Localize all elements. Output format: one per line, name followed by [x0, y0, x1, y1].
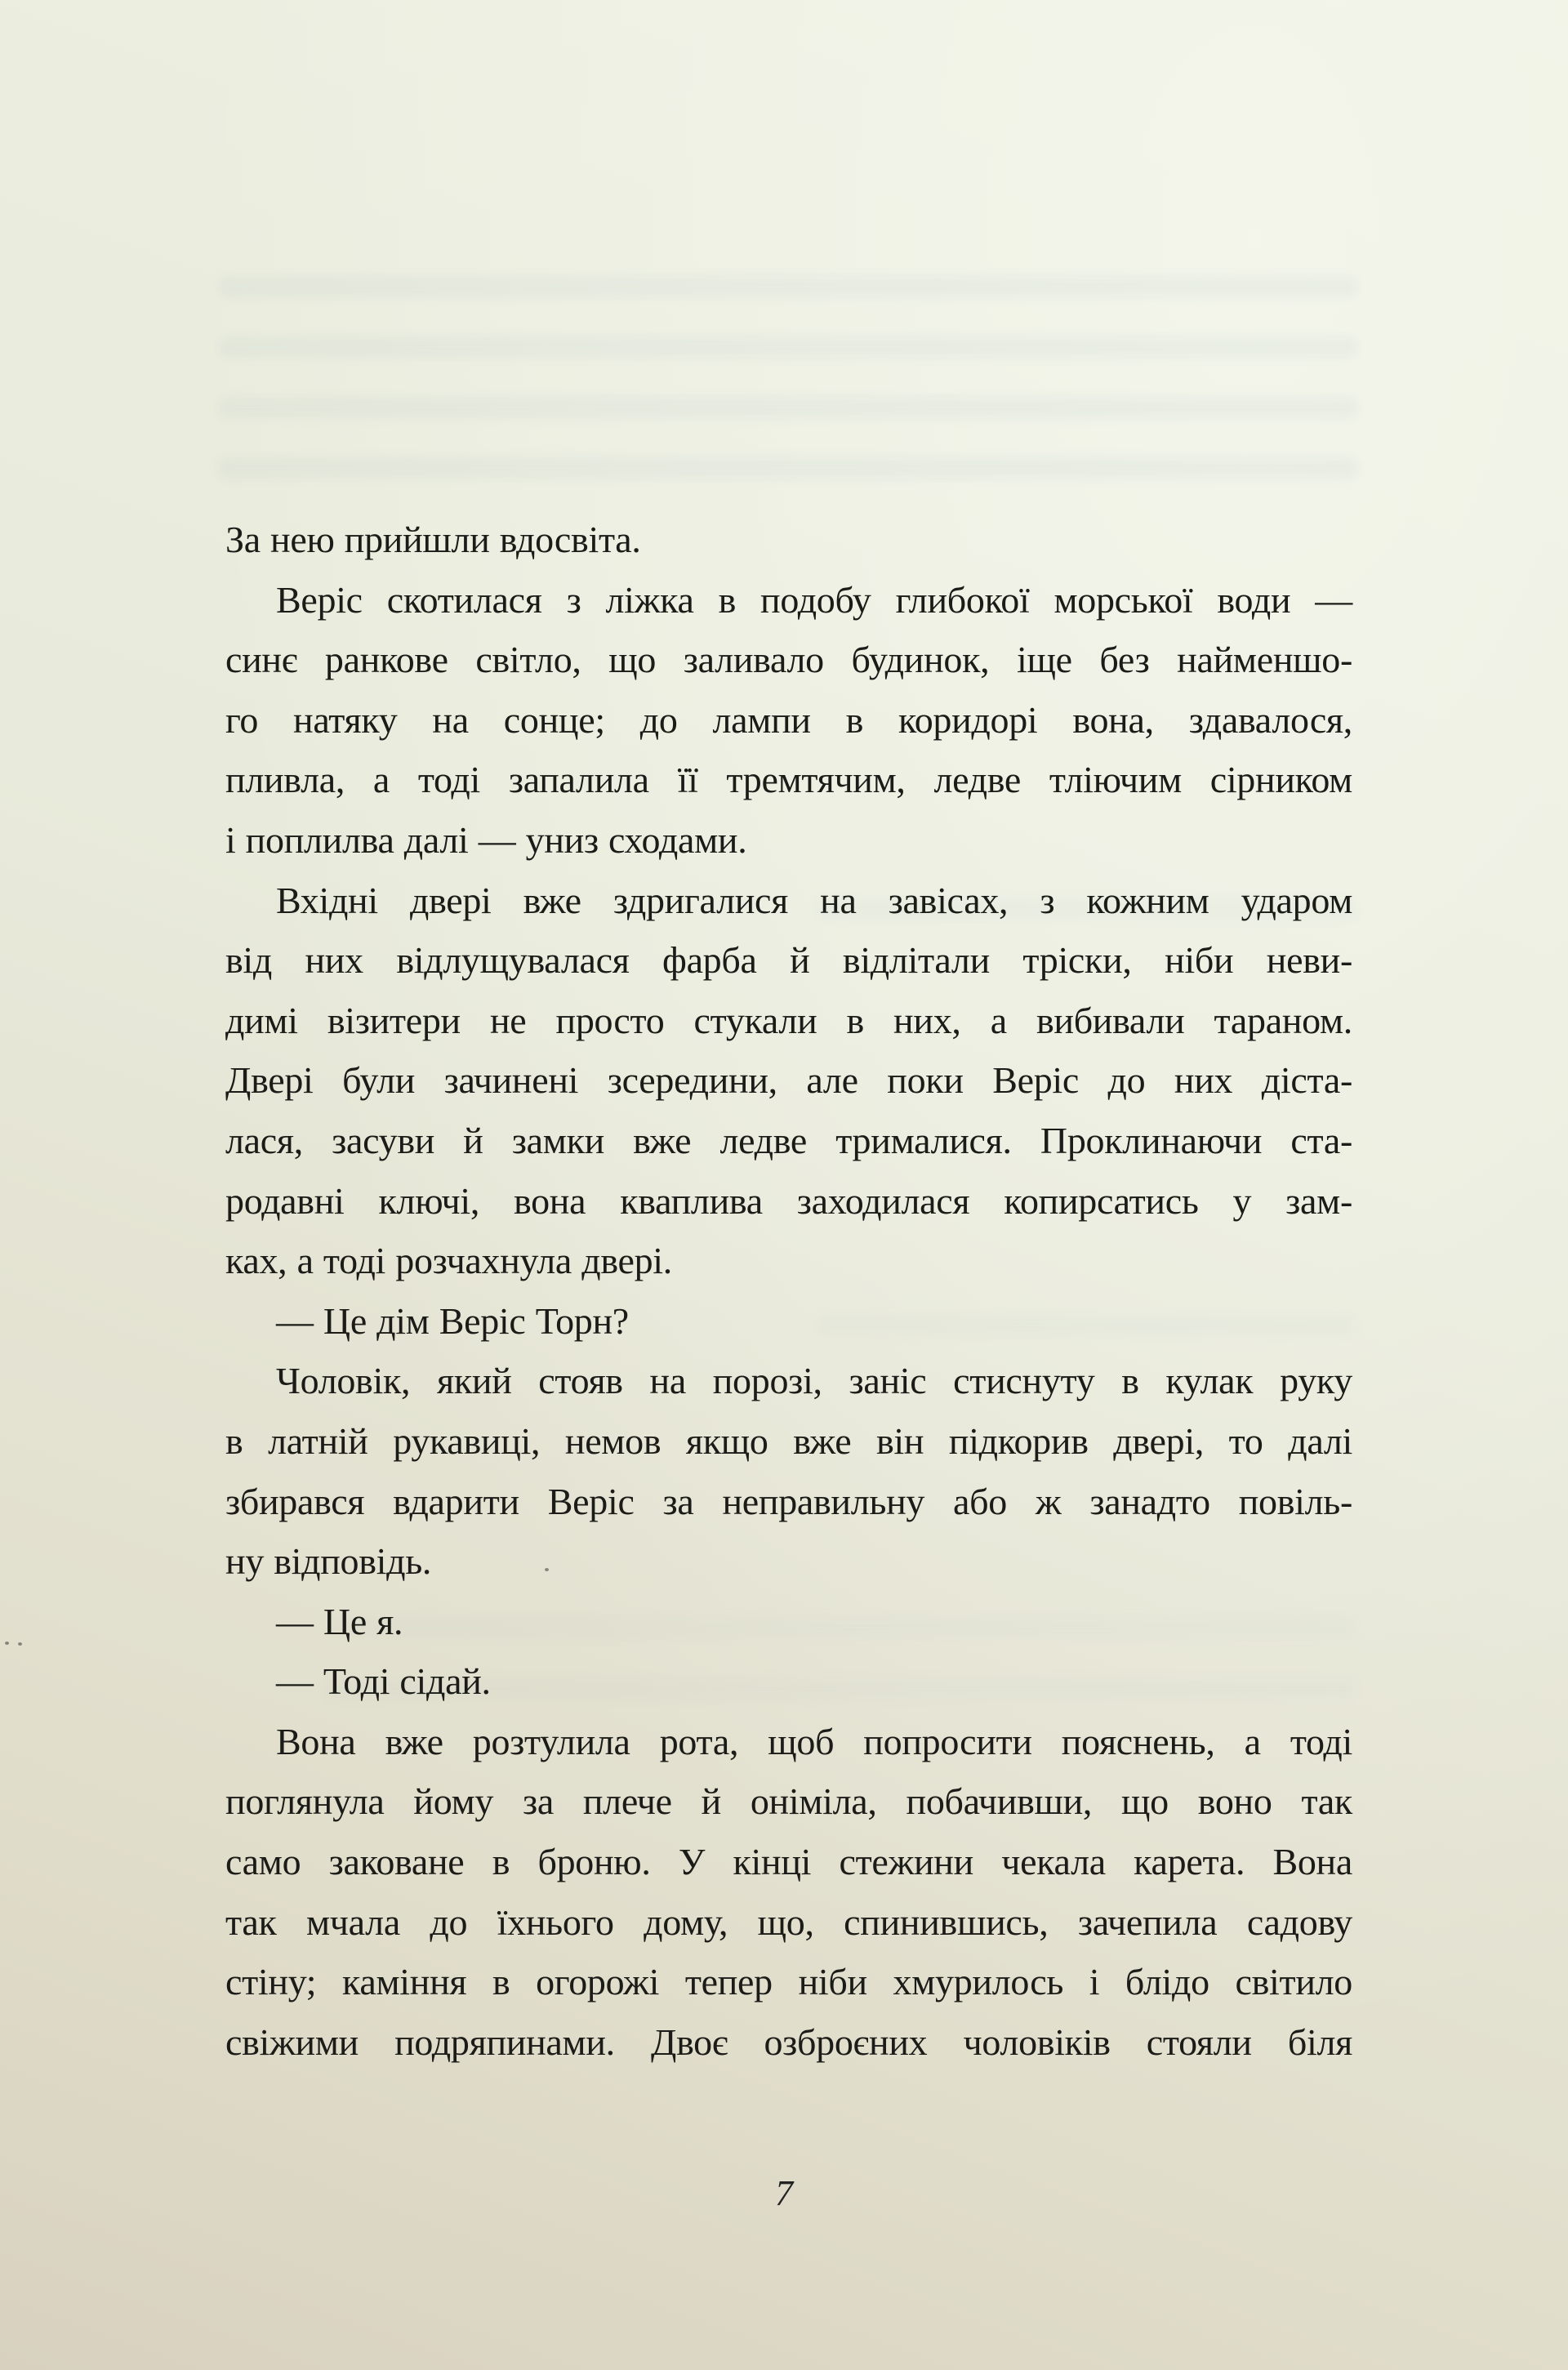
paragraph [225, 570, 1352, 871]
text-line: родавні ключі, вона кваплива заходилася копирсатись у зам- [225, 1179, 1352, 1222]
text-line: Двері були зачинені зсередини, але поки Веріс до них діста- [225, 1059, 1352, 1102]
text-line: — Тоді сідай. [276, 1660, 491, 1703]
page-number: 7 [775, 2173, 793, 2213]
text-line: За нею прийшли вдосвіта. [225, 519, 641, 560]
bleed-through-line [219, 457, 1358, 479]
text-line: і поплилва далі — униз сходами. [225, 818, 747, 861]
text-line: го натяку на сонце; до лампи в коридорі вона, здавалося, [225, 698, 1352, 741]
text-line: поглянула йому за плече й оніміла, побачивши, що воно так [225, 1780, 1352, 1823]
text-line: ну відповідь. [225, 1540, 432, 1583]
text-line: — Це дім Веріс Торн? [276, 1299, 629, 1342]
text-line: в латній рукавиці, немов якщо вже він підкорив двері, то далі [225, 1419, 1352, 1462]
dialogue-line [225, 1592, 1352, 1652]
text-line: Вона вже розтулила рота, щоб попросити пояснень, а тоді [276, 1720, 1352, 1762]
text-line: стіну; каміння в огорожі тепер ніби хмурилось і блідо світило [225, 1961, 1352, 2003]
paper-speck [5, 1642, 9, 1645]
dialogue-line [225, 1291, 1352, 1352]
text-line: від них відлущувалася фарба й відлітали тріски, ніби неви- [225, 939, 1352, 982]
bleed-through-line [219, 397, 1358, 418]
text-line: Вхідні двері вже здригалися на завісах, з кожним ударом [276, 879, 1352, 921]
paragraph [225, 1351, 1352, 1591]
text-line: свіжими подряпинами. Двоє озброєних чоловіків стояли біля [225, 2020, 1352, 2063]
page-body-text [225, 510, 1352, 2072]
paragraph [225, 1712, 1352, 2073]
paper-speck [18, 1642, 22, 1646]
dialogue-line [225, 1651, 1352, 1712]
paragraph [225, 871, 1352, 1291]
text-line: Веріс скотилася з ліжка в подобу глибокої морської води — [276, 578, 1352, 621]
bleed-through-line [219, 336, 1358, 358]
bleed-through-line [219, 276, 1358, 297]
text-line: пливла, а тоді запалила її тремтячим, ледве тліючим сірником [225, 759, 1352, 801]
text-line: лася, засуви й замки вже ледве трималися. Проклинаючи ста- [225, 1119, 1352, 1161]
text-line: так мчала до їхнього дому, що, спинившись, зачепила садову [225, 1900, 1352, 1943]
paragraph [225, 510, 1352, 570]
text-line: димі візитери не просто стукали в них, а вибивали тараном. [225, 999, 1352, 1041]
text-line: збирався вдарити Веріс за неправильну або ж занадто повіль- [225, 1480, 1352, 1522]
text-line: синє ранкове світло, що заливало будинок, іще без найменшо- [225, 639, 1352, 681]
text-line: — Це я. [276, 1600, 403, 1642]
text-line: Чоловік, який стояв на порозі, заніс стиснуту в кулак руку [276, 1360, 1352, 1402]
text-line: ках, а тоді розчахнула двері. [225, 1240, 672, 1282]
text-line: само заковане в броню. У кінці стежини чекала карета. Вона [225, 1841, 1352, 1883]
